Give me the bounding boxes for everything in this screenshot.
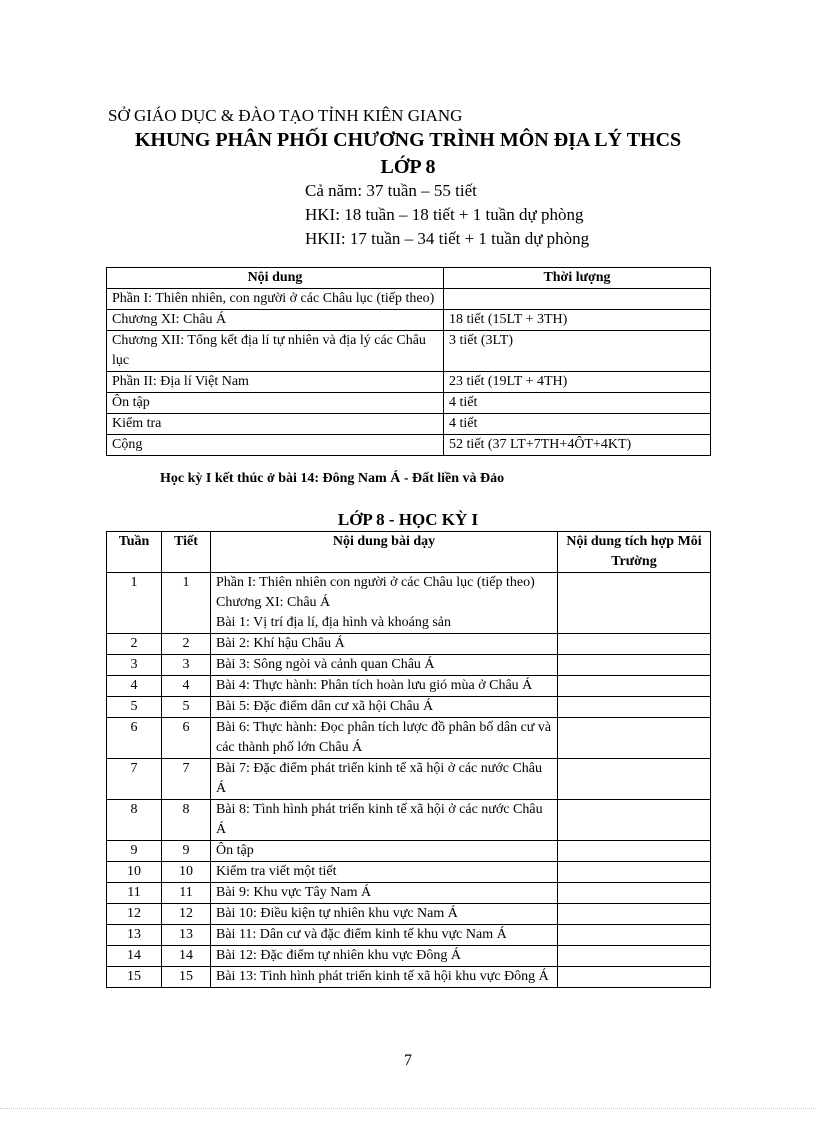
header-period: Tiết <box>162 532 211 573</box>
schedule-row <box>107 841 711 862</box>
page-bottom-divider <box>0 1108 816 1109</box>
lesson-line: Bài 10: Điều kiện tự nhiên khu vực Nam Á <box>216 906 458 921</box>
lesson-line: Bài 13: Tình hình phát triển kinh tế xã hội khu vực Đông Á <box>216 969 549 984</box>
week-cell: 9 <box>107 841 162 862</box>
period-cell: 14 <box>162 946 211 967</box>
environment-cell <box>558 718 711 759</box>
schedule-row <box>107 573 711 634</box>
week-cell: 11 <box>107 883 162 904</box>
week-cell: 3 <box>107 655 162 676</box>
summary-duration-cell <box>444 289 711 310</box>
period-cell: 15 <box>162 967 211 988</box>
environment-cell <box>558 655 711 676</box>
lesson-content-cell <box>211 697 558 718</box>
summary-row <box>107 393 711 414</box>
schedule-row <box>107 946 711 967</box>
week-cell: 14 <box>107 946 162 967</box>
environment-cell <box>558 904 711 925</box>
summary-content-cell: Phần I: Thiên nhiên, con người ở các Châu lục (tiếp theo) <box>107 289 444 310</box>
summary-table <box>106 267 711 456</box>
lesson-line: Bài 12: Đặc điểm tự nhiên khu vực Đông Á <box>216 948 461 963</box>
lesson-content-cell <box>211 800 558 841</box>
semester-2-summary: HKII: 17 tuần – 34 tiết + 1 tuần dự phòng <box>305 229 590 248</box>
environment-cell <box>558 841 711 862</box>
environment-cell <box>558 573 711 634</box>
environment-cell <box>558 676 711 697</box>
summary-content-cell: Cộng <box>107 435 444 456</box>
lesson-content-cell <box>211 634 558 655</box>
lesson-line: Bài 9: Khu vực Tây Nam Á <box>216 885 372 900</box>
lesson-line: Bài 2: Khí hậu Châu Á <box>216 636 345 651</box>
summary-duration-cell: 52 tiết (37 LT+7TH+4ÔT+4KT) <box>444 435 711 456</box>
lesson-content-cell <box>211 862 558 883</box>
period-cell: 9 <box>162 841 211 862</box>
week-cell: 7 <box>107 759 162 800</box>
lesson-line: Bài 6: Thực hành: Đọc phân tích lược đồ phân bố dân cư và các thành phố lớn Châu Á <box>216 720 552 755</box>
summary-content-cell: Chương XI: Châu Á <box>107 310 444 331</box>
summary-row <box>107 372 711 393</box>
grade-title: LỚP 8 <box>380 156 436 178</box>
schedule-row <box>107 925 711 946</box>
header-lesson-content: Nội dung bài dạy <box>211 532 558 573</box>
summary-content-cell: Phần II: Địa lí Việt Nam <box>107 372 444 393</box>
lesson-content-cell <box>211 676 558 697</box>
summary-content-cell: Kiểm tra <box>107 414 444 435</box>
lesson-line: Bài 3: Sông ngòi và cảnh quan Châu Á <box>216 657 435 672</box>
document-title: KHUNG PHÂN PHỐI CHƯƠNG TRÌNH MÔN ĐỊA LÝ THCS <box>134 129 682 151</box>
schedule-row <box>107 759 711 800</box>
summary-duration-cell: 4 tiết <box>444 414 711 435</box>
schedule-row <box>107 883 711 904</box>
week-cell: 12 <box>107 904 162 925</box>
header-environment-integration: Nội dung tích hợp Môi Trường <box>558 532 711 573</box>
summary-content-cell: Ôn tập <box>107 393 444 414</box>
period-cell: 5 <box>162 697 211 718</box>
summary-row <box>107 310 711 331</box>
lesson-content-cell <box>211 718 558 759</box>
schedule-row <box>107 967 711 988</box>
week-cell: 15 <box>107 967 162 988</box>
schedule-row <box>107 676 711 697</box>
lesson-line: Phần I: Thiên nhiên con người ở các Châu lục (tiếp theo) <box>216 575 535 590</box>
department-name: SỞ GIÁO DỤC & ĐÀO TẠO TỈNH KIÊN GIANG <box>108 106 463 125</box>
summary-content-cell: Chương XII: Tổng kết địa lí tự nhiên và địa lý các Châu lục <box>107 331 444 372</box>
lesson-content-cell <box>211 841 558 862</box>
environment-cell <box>558 967 711 988</box>
lesson-line: Bài 11: Dân cư và đặc điểm kinh tế khu vực Nam Á <box>216 927 507 942</box>
lesson-line: Bài 8: Tình hình phát triển kinh tế xã hội ở các nước Châu Á <box>216 802 543 837</box>
lesson-line: Ôn tập <box>216 843 254 858</box>
schedule-row <box>107 697 711 718</box>
summary-row <box>107 331 711 372</box>
schedule-header-row <box>107 532 711 573</box>
period-cell: 12 <box>162 904 211 925</box>
summary-header-content: Nội dung <box>107 268 444 289</box>
lesson-line: Bài 4: Thực hành: Phân tích hoàn lưu gió mùa ở Châu Á <box>216 678 533 693</box>
period-cell: 7 <box>162 759 211 800</box>
period-cell: 8 <box>162 800 211 841</box>
year-summary: Cả năm: 37 tuần – 55 tiết <box>305 181 477 200</box>
period-cell: 3 <box>162 655 211 676</box>
summary-header-row <box>107 268 711 289</box>
schedule-row <box>107 862 711 883</box>
lesson-content-cell <box>211 883 558 904</box>
summary-row <box>107 289 711 310</box>
lesson-line: Bài 1: Vị trí địa lí, địa hình và khoáng sản <box>216 615 451 630</box>
summary-row <box>107 414 711 435</box>
environment-cell <box>558 800 711 841</box>
week-cell: 6 <box>107 718 162 759</box>
environment-cell <box>558 883 711 904</box>
summary-duration-cell: 18 tiết (15LT + 3TH) <box>444 310 711 331</box>
week-cell: 4 <box>107 676 162 697</box>
page-number: 7 <box>404 1052 412 1069</box>
period-cell: 10 <box>162 862 211 883</box>
lesson-line: Kiểm tra viết một tiết <box>216 864 337 879</box>
semester-1-summary: HKI: 18 tuần – 18 tiết + 1 tuần dự phòng <box>305 205 584 224</box>
schedule-table <box>106 531 711 988</box>
lesson-content-cell <box>211 925 558 946</box>
environment-cell <box>558 925 711 946</box>
environment-cell <box>558 634 711 655</box>
period-cell: 11 <box>162 883 211 904</box>
lesson-content-cell <box>211 967 558 988</box>
schedule-title: LỚP 8 - HỌC KỲ I <box>337 510 479 529</box>
lesson-content-cell <box>211 759 558 800</box>
header-week: Tuần <box>107 532 162 573</box>
lesson-content-cell <box>211 573 558 634</box>
lesson-content-cell <box>211 655 558 676</box>
period-cell: 6 <box>162 718 211 759</box>
schedule-row <box>107 800 711 841</box>
environment-cell <box>558 759 711 800</box>
summary-duration-cell: 3 tiết (3LT) <box>444 331 711 372</box>
schedule-row <box>107 718 711 759</box>
period-cell: 4 <box>162 676 211 697</box>
week-cell: 5 <box>107 697 162 718</box>
environment-cell <box>558 946 711 967</box>
period-cell: 13 <box>162 925 211 946</box>
summary-header-duration: Thời lượng <box>444 268 711 289</box>
schedule-row <box>107 904 711 925</box>
summary-duration-cell: 4 tiết <box>444 393 711 414</box>
semester-end-note: Học kỳ I kết thúc ở bài 14: Đông Nam Á - Đất liền và Đảo <box>160 471 505 486</box>
environment-cell <box>558 697 711 718</box>
lesson-line: Bài 5: Đặc điểm dân cư xã hội Châu Á <box>216 699 434 714</box>
environment-cell <box>558 862 711 883</box>
summary-row <box>107 435 711 456</box>
week-cell: 2 <box>107 634 162 655</box>
lesson-line: Bài 7: Đặc điểm phát triển kinh tế xã hội ở các nước Châu Á <box>216 761 543 796</box>
week-cell: 8 <box>107 800 162 841</box>
lesson-content-cell <box>211 946 558 967</box>
summary-duration-cell: 23 tiết (19LT + 4TH) <box>444 372 711 393</box>
period-cell: 2 <box>162 634 211 655</box>
week-cell: 10 <box>107 862 162 883</box>
lesson-content-cell <box>211 904 558 925</box>
schedule-row <box>107 634 711 655</box>
week-cell: 1 <box>107 573 162 634</box>
week-cell: 13 <box>107 925 162 946</box>
period-cell: 1 <box>162 573 211 634</box>
schedule-row <box>107 655 711 676</box>
lesson-line: Chương XI: Châu Á <box>216 595 331 610</box>
